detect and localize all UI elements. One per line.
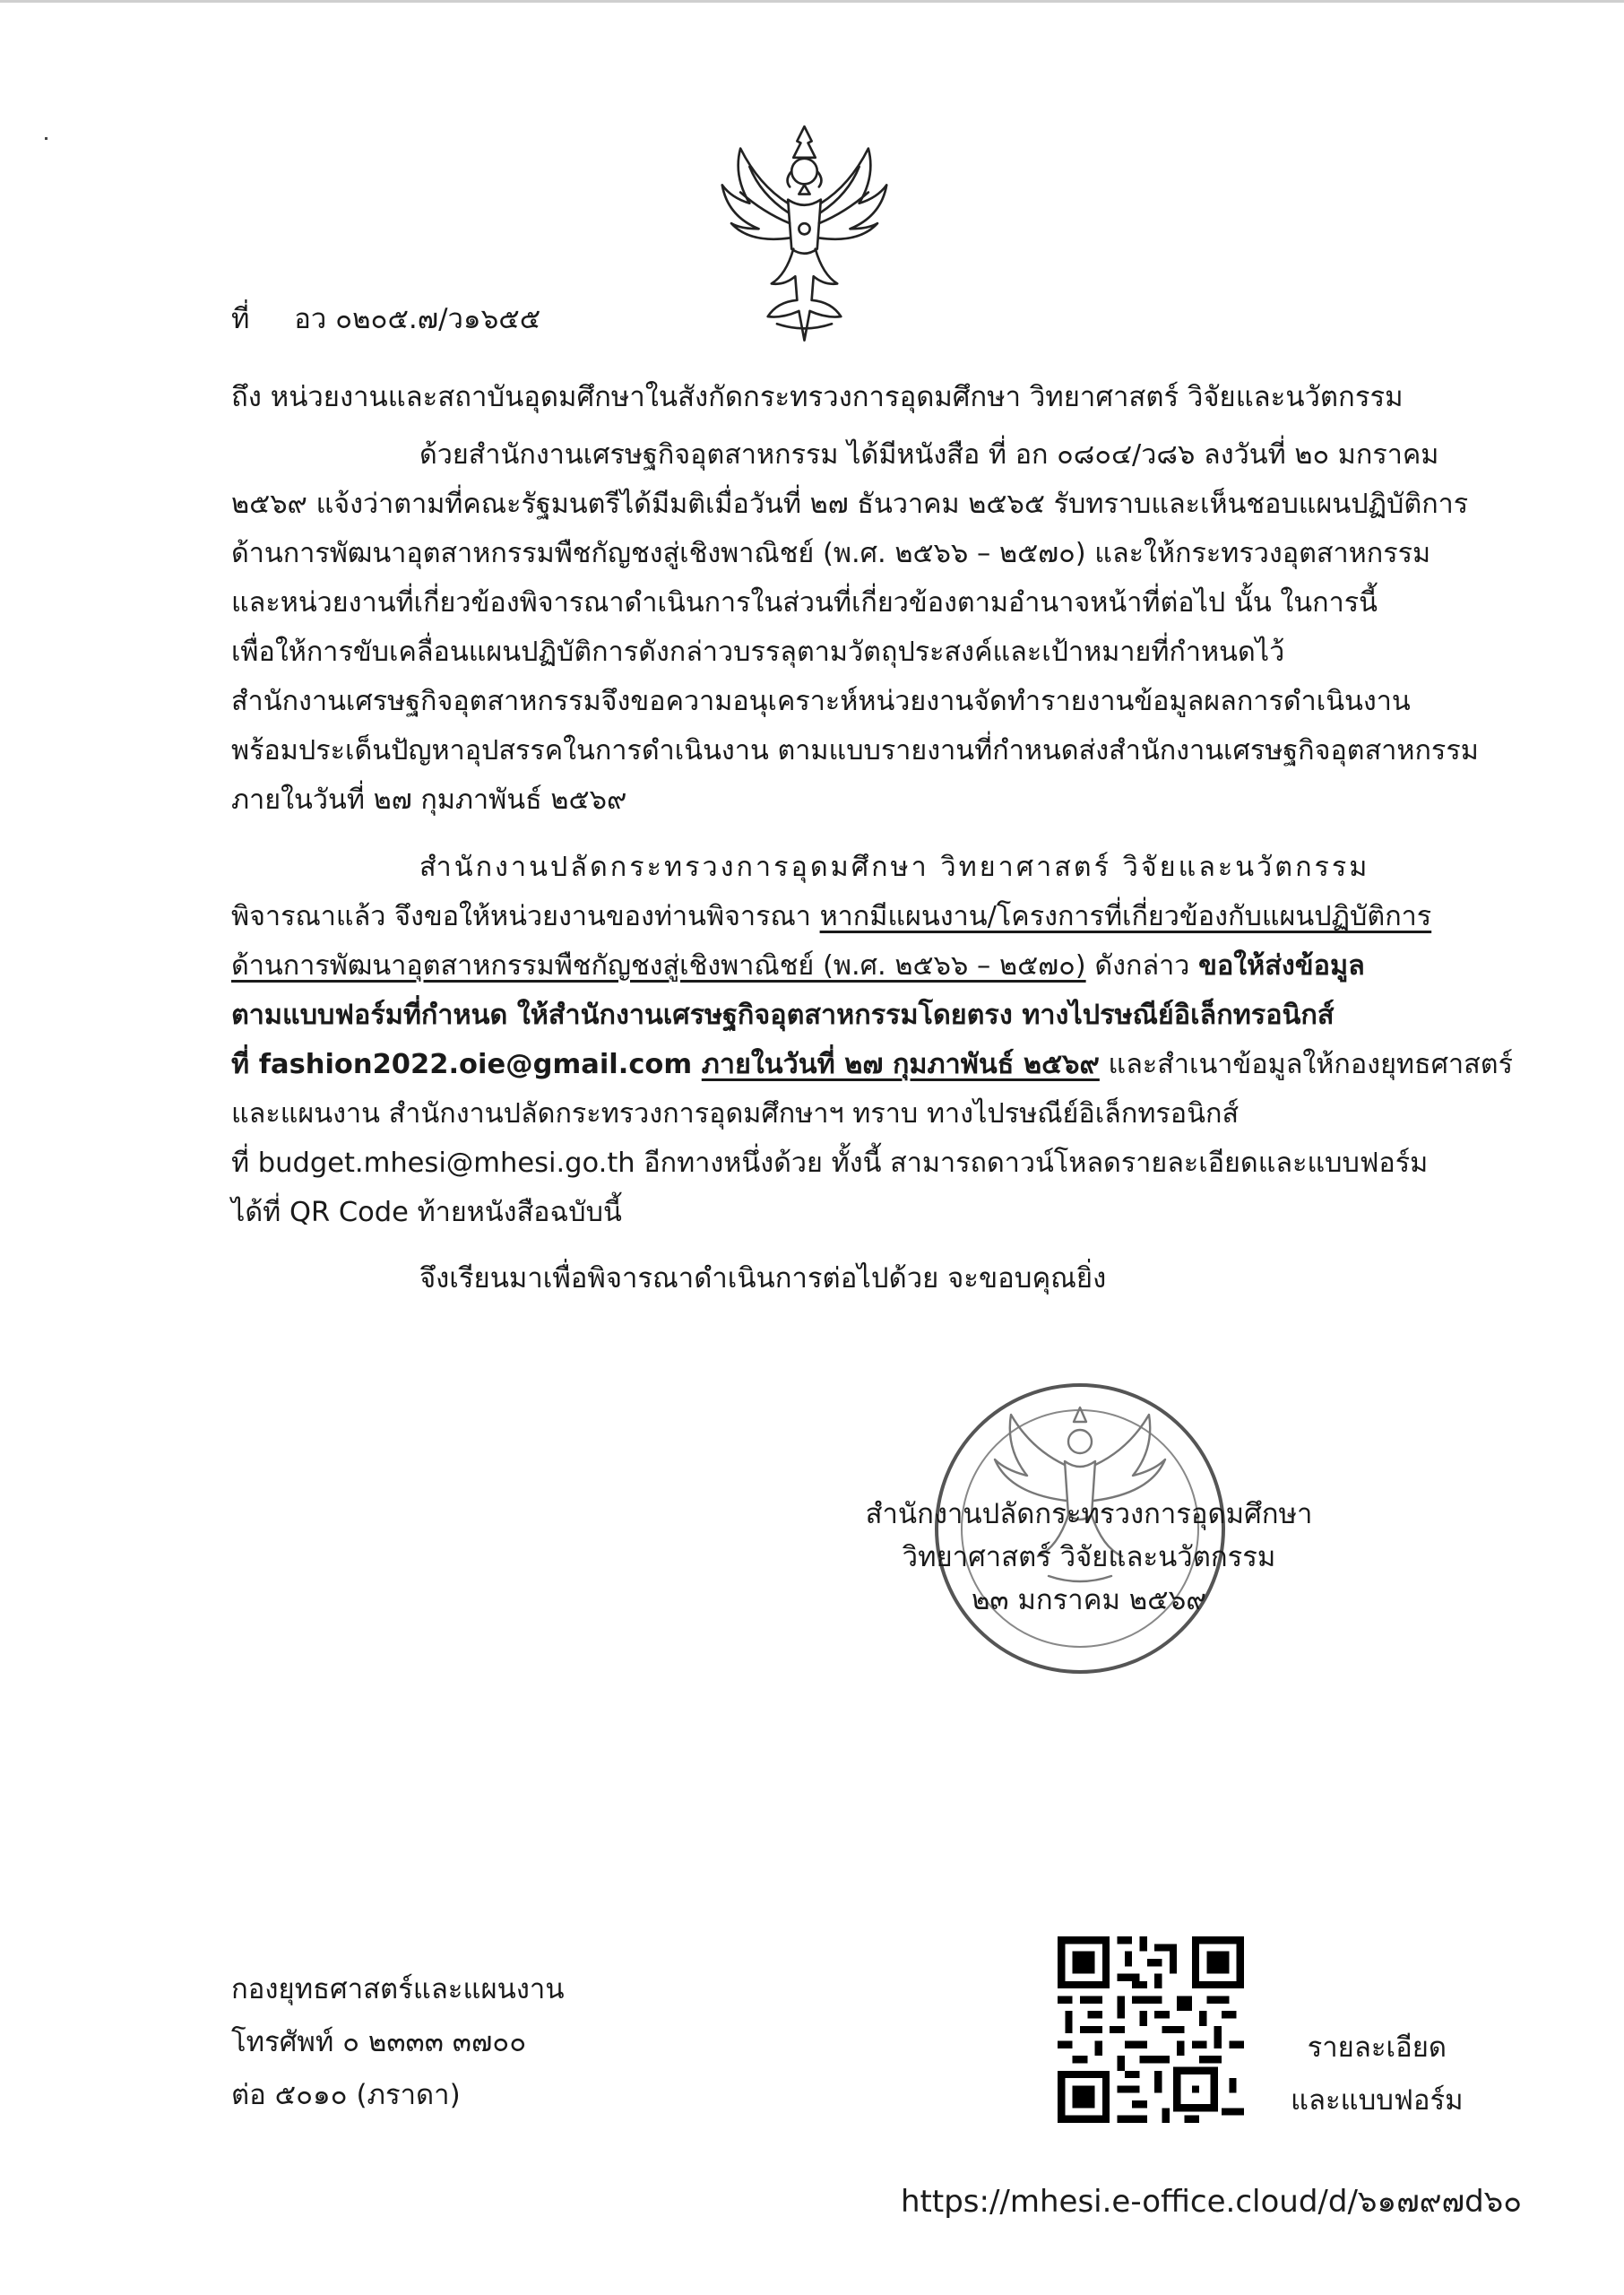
bold-text: ขอให้ส่งข้อมูล [1198,950,1365,982]
signature-office-line: วิทยาศาสตร์ วิจัยและนวัตกรรม [902,1541,1276,1573]
document-url-link[interactable]: https://mhesi.e-office.cloud/d/๖๑๗๙๗d๖๐ [901,2184,1523,2220]
contact-phone: โทรศัพท์ ๐ ๒๓๓๓ ๓๗๐๐ [231,2026,527,2058]
document-number-label: ที่ [231,303,250,335]
contact-extension: ต่อ ๕๐๑๐ (ภราดา) [231,2079,461,2111]
paragraph-2-text: และสำเนาข้อมูลให้กองยุทธศาสตร์ [1099,1049,1513,1080]
paragraph-2-line: สำนักงานปลัดกระทรวงการอุดมศึกษา วิทยาศาสตร์ วิจัยและนวัตกรรม [419,852,1370,883]
paragraph-2 [231,843,1513,1237]
email-fashion-link[interactable]: ที่ fashion2022.oie@gmail.com [231,1049,702,1080]
contact-department: กองยุทธศาสตร์และแผนงาน [231,1973,565,2005]
deadline-text: ภายในวันที่ ๒๗ กุมภาพันธ์ ๒๕๖๙ [701,1049,1100,1080]
paragraph-2-line [231,1040,1513,1089]
paragraph-1-line: ๒๕๖๙ แจ้งว่าตามที่คณะรัฐมนตรีได้มีมติเมื่อวันที่ ๒๗ ธันวาคม ๒๕๖๕ รับทราบและเห็นชอบแผนปฏิบัติการ [231,489,1469,520]
garuda-emblem-icon [713,121,896,359]
signature-office-line: สำนักงานปลัดกระทรวงการอุดมศึกษา [865,1498,1313,1530]
document-number [231,296,540,341]
paragraph-2-text: ดังกล่าว [1085,950,1199,982]
qr-caption-line: รายละเอียด [1307,2031,1447,2064]
paragraph-2-line: ตามแบบฟอร์มที่กำหนด ให้สำนักงานเศรษฐกิจอุตสาหกรรมโดยตรง ทางไปรษณีย์อิเล็กทรอนิกส์ [231,1000,1335,1031]
paragraph-1-line: ด้วยสำนักงานเศรษฐกิจอุตสาหกรรม ได้มีหนังสือ ที่ อก ๐๘๐๔/ว๘๖ ลงวันที่ ๒๐ มกราคม [419,439,1439,471]
qr-caption-line: และแบบฟอร์ม [1291,2084,1464,2117]
scan-edge-line [0,0,1624,3]
underlined-text: ด้านการพัฒนาอุตสาหกรรมพืชกัญชงสู่เชิงพาณิชย์ (พ.ศ. ๒๕๖๖ – ๒๕๗๐) [231,950,1086,982]
paragraph-1-line: ด้านการพัฒนาอุตสาหกรรมพืชกัญชงสู่เชิงพาณิชย์ (พ.ศ. ๒๕๖๖ – ๒๕๗๐) และให้กระทรวงอุตสาหกรรม [231,538,1431,569]
document-number-value: อว ๐๒๐๕.๗/ว๑๖๕๕ [294,303,541,335]
addressee-line: ถึง หน่วยงานและสถาบันอุดมศึกษาในสังกัดกระทรวงการอุดมศึกษา วิทยาศาสตร์ วิจัยและนวัตกรรม [231,381,1404,413]
signature-date: ๒๓ มกราคม ๒๕๖๙ [971,1584,1207,1616]
paragraph-1-line: เพื่อให้การขับเคลื่อนแผนปฏิบัติการดังกล่าวบรรลุตามวัตถุประสงค์และเป้าหมายที่กำหนดไว้ [231,637,1285,668]
paragraph-2-line: และแผนงาน สำนักงานปลัดกระทรวงการอุดมศึกษาฯ ทราบ ทางไปรษณีย์อิเล็กทรอนิกส์ [231,1098,1240,1130]
paragraph-2-line: ได้ที่ QR Code ท้ายหนังสือฉบับนี้ [231,1197,622,1228]
paragraph-1-line: สำนักงานเศรษฐกิจอุตสาหกรรมจึงขอความอนุเคราะห์หน่วยงานจัดทำรายงานข้อมูลผลการดำเนินงาน [231,686,1411,717]
scan-speck [45,137,48,140]
paragraph-1 [231,430,1479,825]
paragraph-1-line: ภายในวันที่ ๒๗ กุมภาพันธ์ ๒๕๖๙ [231,784,627,816]
paragraph-2-line: ที่ budget.mhesi@mhesi.go.th อีกทางหนึ่งด้วย ทั้งนี้ สามารถดาวน์โหลดรายละเอียดและแบบฟอร์ม [231,1148,1429,1179]
paragraph-2-text: พิจารณาแล้ว จึงขอให้หน่วยงานของท่านพิจารณา [231,901,820,932]
qr-caption [1291,2022,1464,2127]
paragraph-2-line [231,892,1464,941]
qr-code-icon[interactable] [1058,1936,1244,2123]
contact-block [231,1963,565,2122]
paragraph-1-line: พร้อมประเด็นปัญหาอุปสรรคในการดำเนินงาน ตามแบบรายงานที่กำหนดส่งสำนักงานเศรษฐกิจอุตสาหกรรม [231,735,1479,766]
closing-line: จึงเรียนมาเพื่อพิจารณาดำเนินการต่อไปด้วย จะขอบคุณยิ่ง [419,1262,1107,1295]
underlined-text: หากมีแผนงาน/โครงการที่เกี่ยวข้องกับแผนปฏิบัติการ [819,901,1432,932]
signature-block [811,1493,1367,1622]
paragraph-1-line: และหน่วยงานที่เกี่ยวข้องพิจารณาดำเนินการในส่วนที่เกี่ยวข้องตามอำนาจหน้าที่ต่อไป นั้น ในการนี้ [231,587,1378,619]
paragraph-2-line [231,941,1464,991]
